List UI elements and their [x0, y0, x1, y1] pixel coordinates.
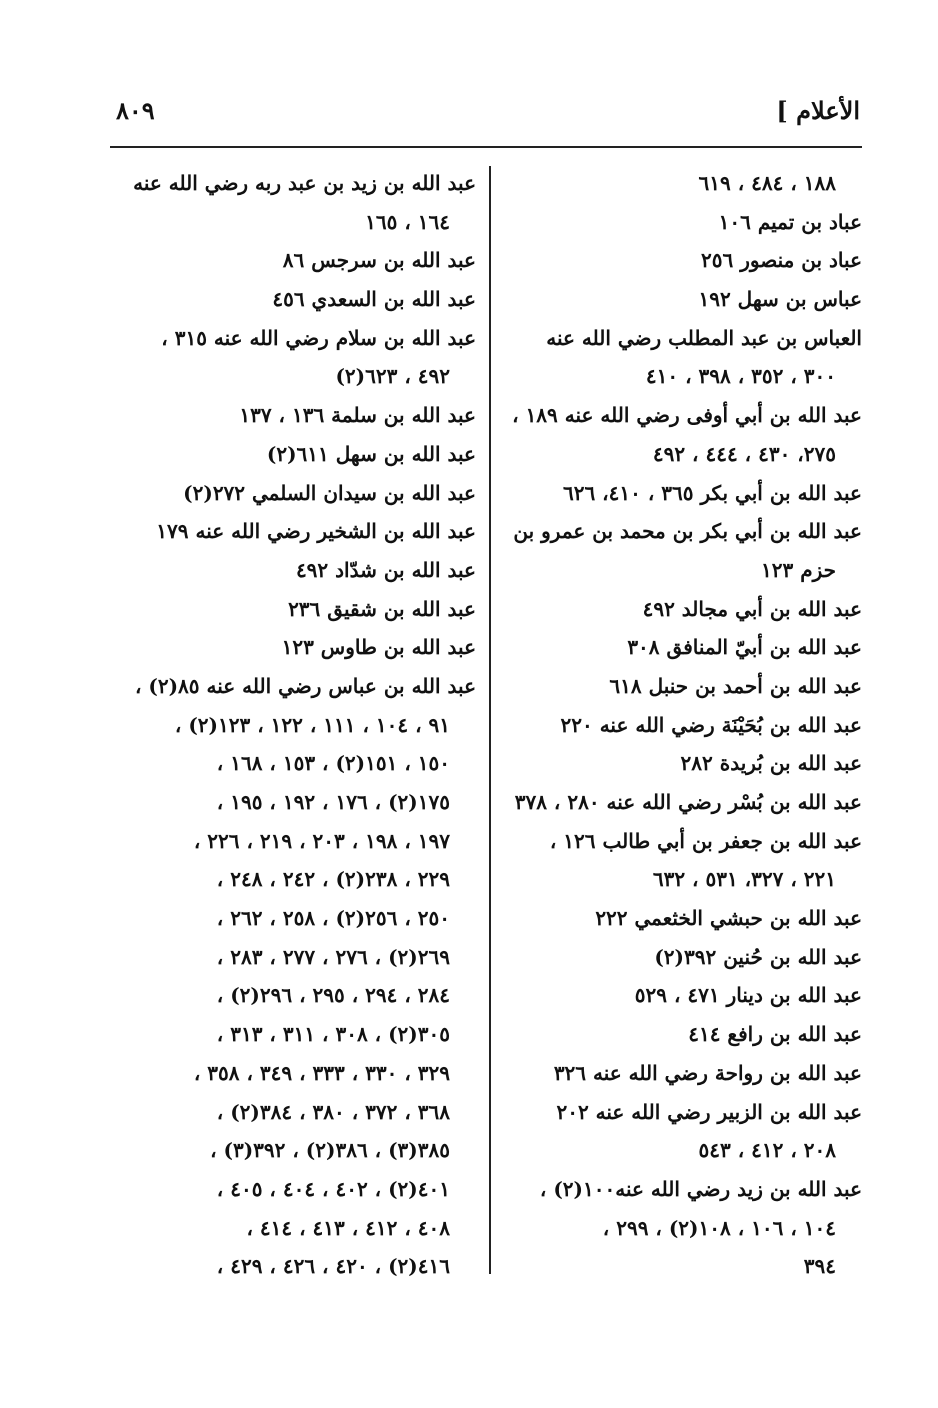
index-entry: عبد الله بن سيدان السلمي ٢٧٢(٢)	[183, 480, 476, 505]
index-entry: عبد الله بن أحمد بن حنبل ٦١٨	[609, 673, 862, 698]
index-entry: عبد الله بن الشخير رضي الله عنه ١٧٩	[156, 519, 476, 544]
index-entry-continuation: ٩١ ، ١٠٤ ، ١١١ ، ١٢٢ ، ١٢٣(٢) ،	[174, 712, 450, 737]
index-entry: عبد الله بن زيد بن عبد ربه رضي الله عنه	[133, 171, 476, 195]
index-entry: عبد الله بن شدّاد ٤٩٢	[295, 557, 476, 582]
index-entry: عبد الله بن أبي بكر ٣٦٥ ، ٤١٠، ٦٢٦	[562, 480, 862, 505]
index-entry: عبد الله بن سلمة ١٣٦ ، ١٣٧	[239, 403, 476, 428]
index-entry: عبد الله بن شقيق ٢٣٦	[288, 596, 476, 621]
index-entry-continuation: ١٩٧ ، ١٩٨ ، ٢٠٣ ، ٢١٩ ، ٢٢٦ ،	[193, 828, 450, 853]
index-entry-continuation: ٣٠٠ ، ٣٥٢ ، ٣٩٨ ، ٤١٠	[645, 364, 836, 389]
index-entry: عبد الله بن سرجس ٨٦	[282, 248, 476, 273]
index-entry: عبد الله بن بُريدة ٢٨٢	[680, 751, 862, 776]
index-entry: العباس بن عبد المطلب رضي الله عنه	[546, 325, 862, 350]
index-entry: عبد الله بن سلام رضي الله عنه ٣١٥ ،	[161, 325, 476, 350]
header-divider	[110, 146, 862, 148]
page-number: ٨٠٩	[116, 96, 155, 125]
index-entry: عباس بن سهل ١٩٢	[698, 287, 862, 312]
index-entry-continuation: ٢٦٩(٢) ، ٢٧٦ ، ٢٧٧ ، ٢٨٣ ،	[216, 944, 450, 969]
index-entry-continuation: ١٦٤ ، ١٦٥	[365, 209, 450, 234]
index-entry: عبد الله بن رواحة رضي الله عنه ٣٢٦	[553, 1060, 862, 1085]
index-entry-continuation: ١٨٨ ، ٤٨٤ ، ٦١٩	[698, 171, 836, 195]
index-entry-continuation: ٣٢٩ ، ٣٣٠ ، ٣٣٣ ، ٣٤٩ ، ٣٥٨ ،	[193, 1060, 450, 1085]
index-column-right	[500, 164, 862, 1286]
index-entry: عبد الله بن حبشي الخثعمي ٢٢٢	[595, 906, 862, 931]
index-entry: عباد بن منصور ٢٥٦	[701, 248, 862, 273]
index-entry: عبد الله بن بُسْر رضي الله عنه ٢٨٠ ، ٣٧٨	[514, 790, 862, 814]
index-entry-continuation: ١٠٤ ، ١٠٦ ، ١٠٨(٢) ، ٢٩٩ ،	[602, 1215, 836, 1240]
index-entry: عبد الله بن رافع ٤١٤	[688, 1022, 862, 1047]
index-entry-continuation: حزم ١٢٣	[761, 557, 836, 582]
index-entry: عبد الله بن دينار ٤٧١ ، ٥٢٩	[634, 983, 862, 1008]
index-entry: عبد الله بن جعفر بن أبي طالب ١٢٦ ،	[549, 828, 862, 853]
index-entry: عبد الله بن أبيّ المنافق ٣٠٨	[627, 635, 862, 660]
index-entry-continuation: ٢٠٨ ، ٤١٢ ، ٥٤٣	[698, 1138, 836, 1163]
index-entry: عبد الله بن أبي أوفى رضي الله عنه ١٨٩ ،	[512, 403, 862, 428]
index-entry-continuation: ٣٩٤	[803, 1254, 836, 1279]
index-entry: عبد الله بن بُحَيْنَة رضي الله عنه ٢٢٠	[560, 712, 862, 737]
index-entry-continuation: ٤١٦(٢) ، ٤٢٠ ، ٤٢٦ ، ٤٢٩ ،	[216, 1254, 450, 1279]
index-entry-continuation: ٣٦٨ ، ٣٧٢ ، ٣٨٠ ، ٣٨٤(٢) ،	[216, 1099, 450, 1124]
index-entry: عبد الله بن أبي مجالد ٤٩٢	[642, 596, 862, 621]
index-entry: عبد الله بن أبي بكر بن محمد بن عمرو بن	[513, 519, 862, 544]
index-entry: عبد الله بن الزبير رضي الله عنه ٢٠٢	[556, 1099, 862, 1124]
index-entry-continuation: ٢٢٩ ، ٢٣٨(٢) ، ٢٤٢ ، ٢٤٨ ،	[216, 867, 450, 892]
index-entry-continuation: ٢٥٠ ، ٢٥٦(٢) ، ٢٥٨ ، ٢٦٢ ،	[216, 906, 450, 931]
index-entry-continuation: ٢٧٥، ٤٣٠ ، ٤٤٤ ، ٤٩٢	[652, 441, 836, 466]
index-entry-continuation: ١٥٠ ، ١٥١(٢) ، ١٥٣ ، ١٦٨ ،	[216, 751, 450, 776]
index-entry: عبد الله بن زيد رضي الله عنه١٠٠(٢) ،	[539, 1176, 862, 1201]
index-entry: عبد الله بن حُنين ٣٩٢(٢)	[654, 944, 862, 969]
index-entry: عبد الله بن طاوس ١٢٣	[281, 635, 476, 660]
index-entry-continuation: ٤٩٢ ، ٦٢٣(٢)	[335, 364, 450, 389]
section-title: الأعلام ]	[776, 96, 860, 125]
index-entry-continuation: ٤٠٨ ، ٤١٢ ، ٤١٣ ، ٤١٤ ،	[246, 1215, 450, 1240]
index-entry-continuation: ٢٢١ ، ٣٢٧، ٥٣١ ، ٦٣٢	[652, 867, 836, 892]
index-entry: عبد الله بن السعدي ٤٥٦	[272, 287, 476, 312]
column-divider	[489, 166, 491, 1274]
index-entry: عبد الله بن سهل ٦١١(٢)	[266, 441, 476, 466]
index-entry-continuation: ٣٨٥(٣) ، ٣٨٦(٢) ، ٣٩٢(٣) ،	[210, 1138, 450, 1163]
index-entry-continuation: ٤٠١(٢) ، ٤٠٢ ، ٤٠٤ ، ٤٠٥ ،	[216, 1176, 450, 1201]
index-entry-continuation: ٣٠٥(٢) ، ٣٠٨ ، ٣١١ ، ٣١٣ ،	[216, 1022, 450, 1047]
index-entry-continuation: ٢٨٤ ، ٢٩٤ ، ٢٩٥ ، ٢٩٦(٢) ،	[216, 983, 450, 1008]
index-entry: عباد بن تميم ١٠٦	[718, 209, 862, 234]
index-entry: عبد الله بن عباس رضي الله عنه ٨٥(٢) ،	[134, 673, 476, 698]
index-column-left	[104, 164, 476, 1286]
index-entry-continuation: ١٧٥(٢) ، ١٧٦ ، ١٩٢ ، ١٩٥ ،	[216, 790, 450, 814]
